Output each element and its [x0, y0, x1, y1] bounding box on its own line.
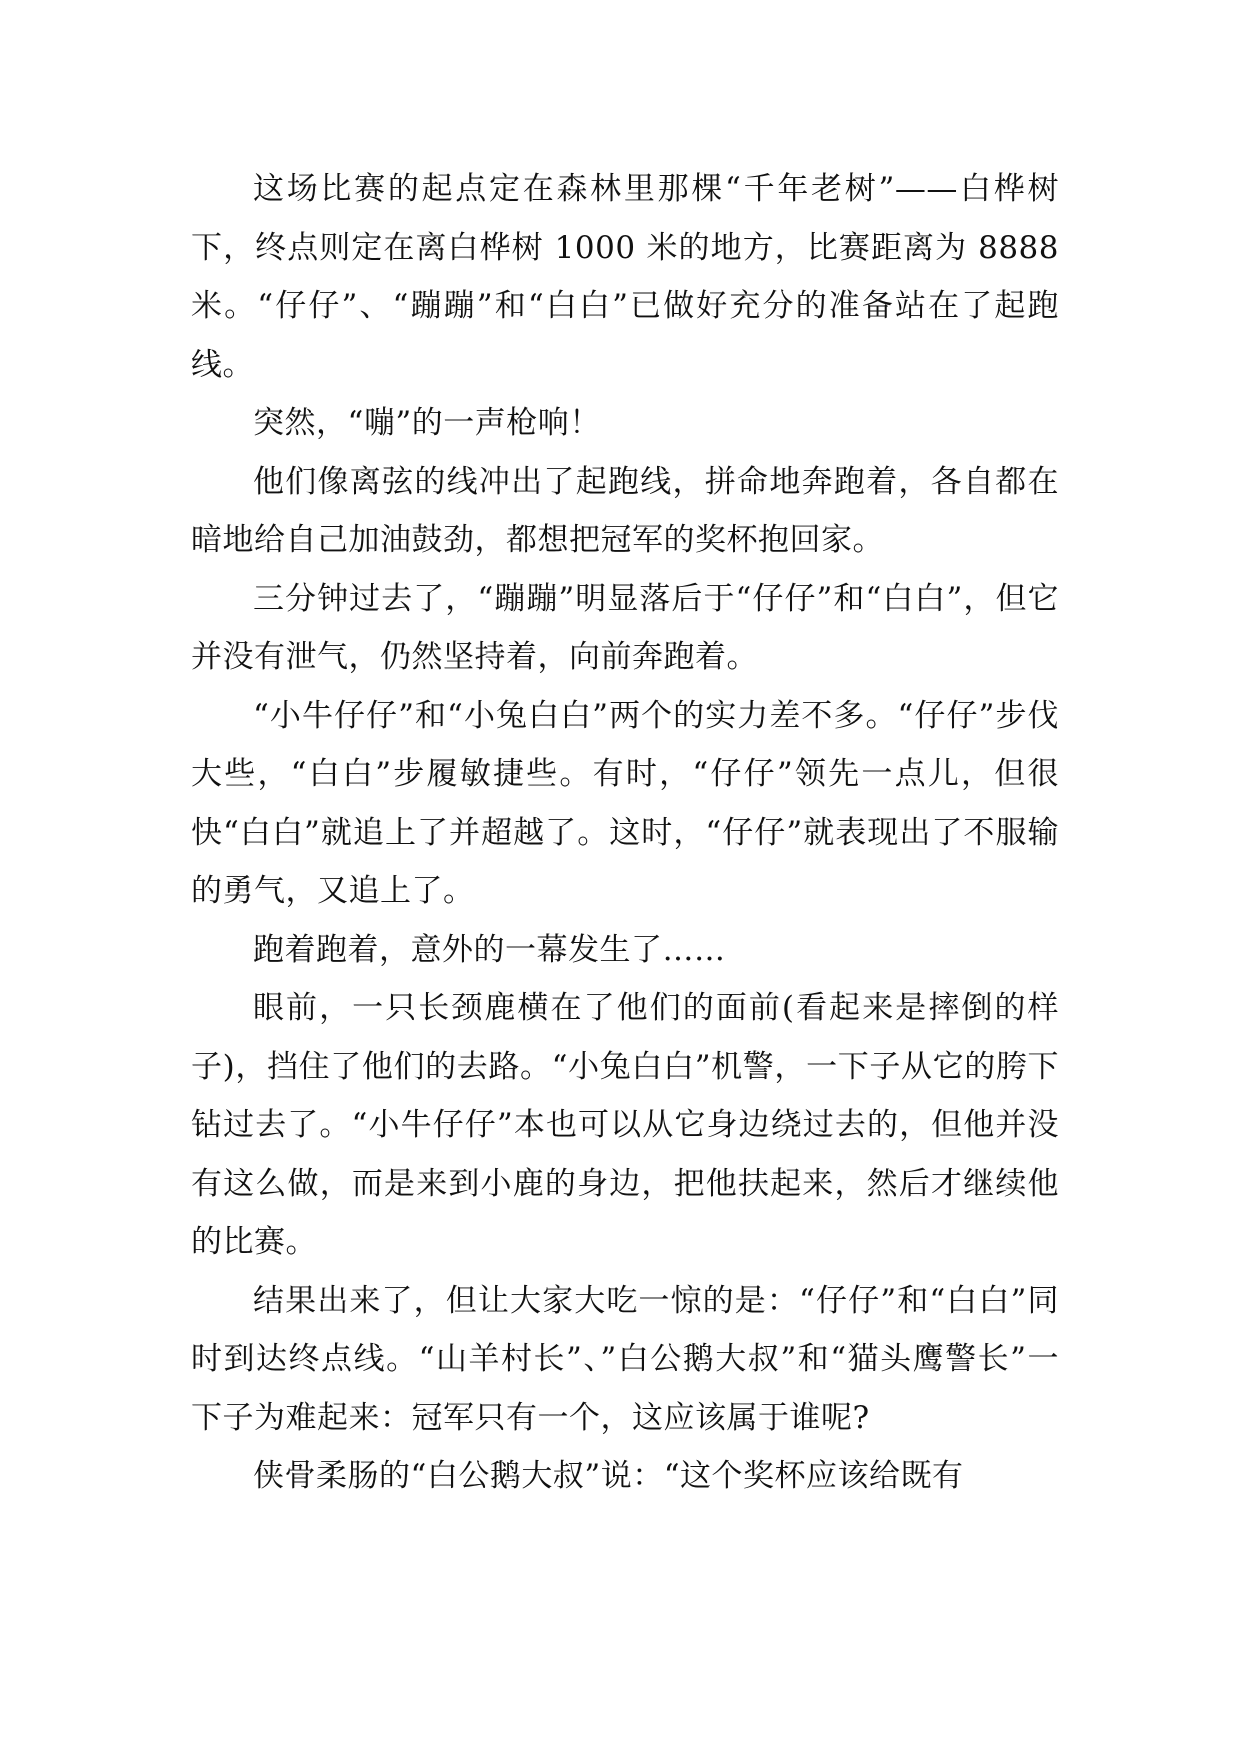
document-body	[191, 160, 1059, 1506]
paragraph-gunshot: 突然，“嘣”的一声枪响！	[253, 405, 601, 441]
paragraph-giraffe: 眼前，一只长颈鹿横在了他们的面前(看起来是摔倒的样子)，挡住了他们的去路。“小兔白白”机警，一下子从它的胯下钻过去了。“小牛仔仔”本也可以从它身边绕过去的，但他并没有这么做，而是来到小鹿的身边，把他扶起来，然后才继续他的比赛。	[191, 990, 1059, 1260]
paragraph-accident: 跑着跑着，意外的一幕发生了……	[253, 931, 726, 968]
paragraph-three-minutes: 三分钟过去了，“蹦蹦”明显落后于“仔仔”和“白白”，但它并没有泄气，仍然坚持着，向前奔跑着。	[191, 580, 1059, 675]
paragraph-close-competition: “小牛仔仔”和“小兔白白”两个的实力差不多。“仔仔”步伐大些，“白白”步履敏捷些。有时，“仔仔”领先一点儿，但很快“白白”就追上了并超越了。这时，“仔仔”就表现出了不服输的勇气，又追上了。	[191, 697, 1059, 909]
paragraph-race-start-location: 这场比赛的起点定在森林里那棵“千年老树”——白桦树下，终点则定在离白桦树 1000 米的地方，比赛距离为 8888 米。“仔仔”、“蹦蹦”和“白白”已做好充分的准备站在了起跑线。	[191, 171, 1059, 383]
paragraph-uncle-goose: 侠骨柔肠的“白公鹅大叔”说：“这个奖杯应该给既有	[253, 1458, 964, 1494]
paragraph-start-running: 他们像离弦的线冲出了起跑线，拼命地奔跑着，各自都在暗地给自己加油鼓劲，都想把冠军的奖杯抱回家。	[191, 463, 1059, 558]
paragraph-result: 结果出来了，但让大家大吃一惊的是：“仔仔”和“白白”同时到达终点线。“山羊村长”、”白公鹅大叔”和“猫头鹰警长”一下子为难起来：冠军只有一个，这应该属于谁呢?	[191, 1282, 1059, 1436]
